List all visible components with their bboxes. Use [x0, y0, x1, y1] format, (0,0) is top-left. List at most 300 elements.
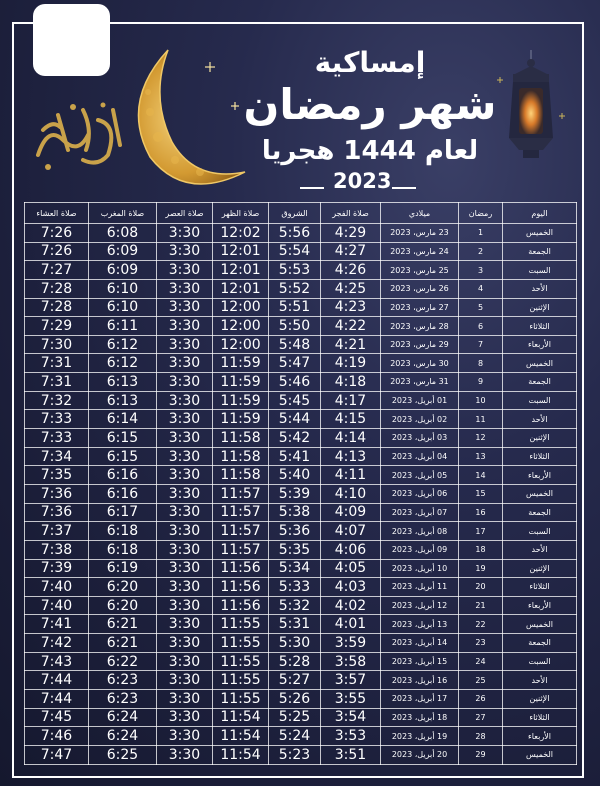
- column-header: اليوم: [503, 203, 577, 224]
- gregorian-date: 15 أبريل، 2023: [381, 652, 459, 671]
- sunrise-time: 5:46: [269, 373, 321, 392]
- sunrise-time: 5:24: [269, 727, 321, 746]
- gregorian-year: [300, 171, 420, 195]
- table-row: [25, 559, 577, 578]
- dhuhr-time: 12:01: [213, 279, 269, 298]
- ramadan-day-number: 12: [459, 429, 503, 448]
- asr-time: 3:30: [157, 503, 213, 522]
- weekday: الأحد: [503, 671, 577, 690]
- gregorian-date: 26 مارس، 2023: [381, 279, 459, 298]
- gregorian-date: 04 أبريل، 2023: [381, 447, 459, 466]
- weekday: الخميس: [503, 354, 577, 373]
- ramadan-day-number: 9: [459, 373, 503, 392]
- sunrise-time: 5:47: [269, 354, 321, 373]
- dhuhr-time: 11:58: [213, 429, 269, 448]
- ramadan-day-number: 5: [459, 298, 503, 317]
- ramadan-day-number: 15: [459, 484, 503, 503]
- gregorian-date: 07 أبريل، 2023: [381, 503, 459, 522]
- weekday: الثلاثاء: [503, 708, 577, 727]
- weekday: السبت: [503, 391, 577, 410]
- asr-time: 3:30: [157, 745, 213, 764]
- asr-time: 3:30: [157, 596, 213, 615]
- dhuhr-time: 11:54: [213, 745, 269, 764]
- prayer-times-table: [24, 202, 577, 765]
- sunrise-time: 5:40: [269, 466, 321, 485]
- sunrise-time: 5:25: [269, 708, 321, 727]
- column-header: صلاة العشاء: [25, 203, 89, 224]
- sunrise-time: 5:53: [269, 261, 321, 280]
- fajr-time: 4:22: [321, 317, 381, 336]
- isha-time: 7:44: [25, 671, 89, 690]
- gregorian-date: 06 أبريل، 2023: [381, 484, 459, 503]
- fajr-time: 3:58: [321, 652, 381, 671]
- ramadan-day-number: 24: [459, 652, 503, 671]
- column-header: صلاة المغرب: [89, 203, 157, 224]
- dhuhr-time: 11:56: [213, 596, 269, 615]
- isha-time: 7:44: [25, 690, 89, 709]
- weekday: الإثنين: [503, 559, 577, 578]
- gregorian-date: 28 مارس، 2023: [381, 317, 459, 336]
- gregorian-date: 13 أبريل، 2023: [381, 615, 459, 634]
- isha-time: 7:37: [25, 522, 89, 541]
- ramadan-day-number: 23: [459, 634, 503, 653]
- fajr-time: 4:03: [321, 578, 381, 597]
- sunrise-time: 5:32: [269, 596, 321, 615]
- table-row: [25, 447, 577, 466]
- maghrib-time: 6:19: [89, 559, 157, 578]
- isha-time: 7:33: [25, 410, 89, 429]
- weekday: الإثنين: [503, 429, 577, 448]
- dhuhr-time: 11:55: [213, 652, 269, 671]
- title-ramadan-month: شهر رمضان: [243, 80, 497, 129]
- weekday: الجمعة: [503, 503, 577, 522]
- table-row: [25, 745, 577, 764]
- maghrib-time: 6:18: [89, 540, 157, 559]
- sunrise-time: 5:52: [269, 279, 321, 298]
- fajr-time: 4:26: [321, 261, 381, 280]
- weekday: الثلاثاء: [503, 578, 577, 597]
- ramadan-day-number: 20: [459, 578, 503, 597]
- sunrise-time: 5:26: [269, 690, 321, 709]
- ramadan-day-number: 7: [459, 335, 503, 354]
- ramadan-day-number: 17: [459, 522, 503, 541]
- gregorian-date: 20 أبريل، 2023: [381, 745, 459, 764]
- gregorian-date: 11 أبريل، 2023: [381, 578, 459, 597]
- maghrib-time: 6:16: [89, 466, 157, 485]
- weekday: الخميس: [503, 484, 577, 503]
- table-row: [25, 242, 577, 261]
- maghrib-time: 6:20: [89, 596, 157, 615]
- isha-time: 7:43: [25, 652, 89, 671]
- maghrib-time: 6:17: [89, 503, 157, 522]
- asr-time: 3:30: [157, 466, 213, 485]
- fajr-time: 4:27: [321, 242, 381, 261]
- isha-time: 7:40: [25, 596, 89, 615]
- gregorian-date: 17 أبريل، 2023: [381, 690, 459, 709]
- isha-time: 7:35: [25, 466, 89, 485]
- fajr-time: 4:10: [321, 484, 381, 503]
- asr-time: 3:30: [157, 335, 213, 354]
- isha-time: 7:26: [25, 242, 89, 261]
- title-imsakiya: إمساكية: [314, 46, 426, 79]
- weekday: الإثنين: [503, 298, 577, 317]
- maghrib-time: 6:16: [89, 484, 157, 503]
- table-row: [25, 224, 577, 243]
- weekday: الأربعاء: [503, 596, 577, 615]
- sunrise-time: 5:36: [269, 522, 321, 541]
- table-row: [25, 503, 577, 522]
- maghrib-time: 6:25: [89, 745, 157, 764]
- column-header: صلاة الظهر: [213, 203, 269, 224]
- dhuhr-time: 11:56: [213, 578, 269, 597]
- weekday: الثلاثاء: [503, 447, 577, 466]
- fajr-time: 4:01: [321, 615, 381, 634]
- gregorian-date: 16 أبريل، 2023: [381, 671, 459, 690]
- fajr-time: 4:05: [321, 559, 381, 578]
- sunrise-time: 5:28: [269, 652, 321, 671]
- table-row: [25, 298, 577, 317]
- dhuhr-time: 12:00: [213, 335, 269, 354]
- fajr-time: 4:23: [321, 298, 381, 317]
- column-header: صلاة العصر: [157, 203, 213, 224]
- ramadan-day-number: 18: [459, 540, 503, 559]
- isha-time: 7:33: [25, 429, 89, 448]
- dhuhr-time: 11:59: [213, 410, 269, 429]
- maghrib-time: 6:09: [89, 261, 157, 280]
- asr-time: 3:30: [157, 410, 213, 429]
- gregorian-date: 29 مارس، 2023: [381, 335, 459, 354]
- table-row: [25, 540, 577, 559]
- table-row: [25, 391, 577, 410]
- asr-time: 3:30: [157, 429, 213, 448]
- fajr-time: 4:13: [321, 447, 381, 466]
- maghrib-time: 6:20: [89, 578, 157, 597]
- fajr-time: 4:15: [321, 410, 381, 429]
- isha-time: 7:32: [25, 391, 89, 410]
- table-row: [25, 335, 577, 354]
- gregorian-date: 25 مارس، 2023: [381, 261, 459, 280]
- column-header: رمضان: [459, 203, 503, 224]
- table-row: [25, 317, 577, 336]
- weekday: السبت: [503, 652, 577, 671]
- sunrise-time: 5:23: [269, 745, 321, 764]
- table-row: [25, 466, 577, 485]
- maghrib-time: 6:24: [89, 727, 157, 746]
- gregorian-date: 14 أبريل، 2023: [381, 634, 459, 653]
- weekday: الخميس: [503, 224, 577, 243]
- dhuhr-time: 12:00: [213, 298, 269, 317]
- fajr-time: 3:53: [321, 727, 381, 746]
- dhuhr-time: 12:02: [213, 224, 269, 243]
- dhuhr-time: 12:01: [213, 242, 269, 261]
- fajr-time: 3:55: [321, 690, 381, 709]
- dhuhr-time: 11:57: [213, 484, 269, 503]
- sunrise-time: 5:27: [269, 671, 321, 690]
- table-row: [25, 615, 577, 634]
- year-line-left: [300, 187, 324, 189]
- dhuhr-time: 11:59: [213, 391, 269, 410]
- ramadan-day-number: 14: [459, 466, 503, 485]
- table-row: [25, 522, 577, 541]
- asr-time: 3:30: [157, 224, 213, 243]
- dhuhr-time: 11:54: [213, 727, 269, 746]
- table-row: [25, 373, 577, 392]
- fajr-time: 3:51: [321, 745, 381, 764]
- gregorian-date: 23 مارس، 2023: [381, 224, 459, 243]
- dhuhr-time: 11:57: [213, 503, 269, 522]
- table-row: [25, 261, 577, 280]
- gregorian-date: 19 أبريل، 2023: [381, 727, 459, 746]
- table-body: [25, 224, 577, 765]
- isha-time: 7:31: [25, 354, 89, 373]
- weekday: الثلاثاء: [503, 317, 577, 336]
- dhuhr-time: 12:00: [213, 317, 269, 336]
- dhuhr-time: 11:56: [213, 559, 269, 578]
- ramadan-day-number: 21: [459, 596, 503, 615]
- ramadan-day-number: 13: [459, 447, 503, 466]
- table-row: [25, 279, 577, 298]
- ramadan-day-number: 11: [459, 410, 503, 429]
- weekday: السبت: [503, 522, 577, 541]
- asr-time: 3:30: [157, 317, 213, 336]
- isha-time: 7:41: [25, 615, 89, 634]
- fajr-time: 3:54: [321, 708, 381, 727]
- sunrise-time: 5:38: [269, 503, 321, 522]
- isha-time: 7:36: [25, 484, 89, 503]
- maghrib-time: 6:14: [89, 410, 157, 429]
- sunrise-time: 5:56: [269, 224, 321, 243]
- asr-time: 3:30: [157, 261, 213, 280]
- asr-time: 3:30: [157, 447, 213, 466]
- table-row: [25, 484, 577, 503]
- table-row: [25, 410, 577, 429]
- column-header: الشروق: [269, 203, 321, 224]
- fajr-time: 4:18: [321, 373, 381, 392]
- isha-time: 7:42: [25, 634, 89, 653]
- ramadan-day-number: 28: [459, 727, 503, 746]
- fajr-time: 4:07: [321, 522, 381, 541]
- isha-time: 7:34: [25, 447, 89, 466]
- weekday: الإثنين: [503, 690, 577, 709]
- fajr-time: 4:06: [321, 540, 381, 559]
- gregorian-date: 05 أبريل، 2023: [381, 466, 459, 485]
- ramadan-day-number: 1: [459, 224, 503, 243]
- weekday: الأحد: [503, 279, 577, 298]
- maghrib-time: 6:21: [89, 615, 157, 634]
- table-row: [25, 634, 577, 653]
- gregorian-date: 27 مارس، 2023: [381, 298, 459, 317]
- dhuhr-time: 11:55: [213, 671, 269, 690]
- dhuhr-time: 11:54: [213, 708, 269, 727]
- sunrise-time: 5:51: [269, 298, 321, 317]
- sunrise-time: 5:42: [269, 429, 321, 448]
- maghrib-time: 6:13: [89, 391, 157, 410]
- weekday: الخميس: [503, 745, 577, 764]
- table-row: [25, 727, 577, 746]
- fajr-time: 3:57: [321, 671, 381, 690]
- maghrib-time: 6:15: [89, 447, 157, 466]
- maghrib-time: 6:12: [89, 335, 157, 354]
- isha-time: 7:38: [25, 540, 89, 559]
- ramadan-day-number: 4: [459, 279, 503, 298]
- asr-time: 3:30: [157, 652, 213, 671]
- ramadan-day-number: 19: [459, 559, 503, 578]
- maghrib-time: 6:09: [89, 242, 157, 261]
- isha-time: 7:45: [25, 708, 89, 727]
- weekday: الأربعاء: [503, 335, 577, 354]
- maghrib-time: 6:23: [89, 671, 157, 690]
- maghrib-time: 6:22: [89, 652, 157, 671]
- ramadan-day-number: 27: [459, 708, 503, 727]
- fajr-time: 4:21: [321, 335, 381, 354]
- weekday: الخميس: [503, 615, 577, 634]
- ramadan-day-number: 29: [459, 745, 503, 764]
- maghrib-time: 6:18: [89, 522, 157, 541]
- title-hijri-year: لعام 1444 هجريا: [261, 136, 479, 166]
- isha-time: 7:30: [25, 335, 89, 354]
- ramadan-day-number: 3: [459, 261, 503, 280]
- ramadan-day-number: 10: [459, 391, 503, 410]
- maghrib-time: 6:08: [89, 224, 157, 243]
- ramadan-day-number: 8: [459, 354, 503, 373]
- isha-time: 7:29: [25, 317, 89, 336]
- asr-time: 3:30: [157, 615, 213, 634]
- table-row: [25, 708, 577, 727]
- gregorian-date: 10 أبريل، 2023: [381, 559, 459, 578]
- weekday: الأربعاء: [503, 727, 577, 746]
- isha-time: 7:46: [25, 727, 89, 746]
- maghrib-time: 6:13: [89, 373, 157, 392]
- maghrib-time: 6:10: [89, 298, 157, 317]
- asr-time: 3:30: [157, 727, 213, 746]
- asr-time: 3:30: [157, 391, 213, 410]
- fajr-time: 4:19: [321, 354, 381, 373]
- ramadan-day-number: 26: [459, 690, 503, 709]
- isha-time: 7:31: [25, 373, 89, 392]
- table-row: [25, 578, 577, 597]
- gregorian-date: 09 أبريل، 2023: [381, 540, 459, 559]
- fajr-time: 4:29: [321, 224, 381, 243]
- dhuhr-time: 11:55: [213, 634, 269, 653]
- sunrise-time: 5:50: [269, 317, 321, 336]
- isha-time: 7:28: [25, 298, 89, 317]
- weekday: الأحد: [503, 540, 577, 559]
- asr-time: 3:30: [157, 522, 213, 541]
- sunrise-time: 5:44: [269, 410, 321, 429]
- dhuhr-time: 11:59: [213, 373, 269, 392]
- table-row: [25, 354, 577, 373]
- ramadan-day-number: 6: [459, 317, 503, 336]
- asr-time: 3:30: [157, 484, 213, 503]
- weekday: الجمعة: [503, 242, 577, 261]
- gregorian-date: 24 مارس، 2023: [381, 242, 459, 261]
- sunrise-time: 5:30: [269, 634, 321, 653]
- gregorian-date: 12 أبريل، 2023: [381, 596, 459, 615]
- ramadan-day-number: 22: [459, 615, 503, 634]
- ramadan-day-number: 16: [459, 503, 503, 522]
- weekday: الجمعة: [503, 634, 577, 653]
- table-row: [25, 690, 577, 709]
- table-row: [25, 671, 577, 690]
- maghrib-time: 6:24: [89, 708, 157, 727]
- fajr-time: 4:09: [321, 503, 381, 522]
- isha-time: 7:27: [25, 261, 89, 280]
- gregorian-date: 03 أبريل، 2023: [381, 429, 459, 448]
- table-row: [25, 596, 577, 615]
- fajr-time: 4:02: [321, 596, 381, 615]
- sunrise-time: 5:39: [269, 484, 321, 503]
- isha-time: 7:39: [25, 559, 89, 578]
- dhuhr-time: 11:57: [213, 540, 269, 559]
- ramadan-kareem-calligraphy: [28, 95, 132, 175]
- year-line-right: [392, 187, 416, 189]
- isha-time: 7:26: [25, 224, 89, 243]
- gregorian-date: 08 أبريل، 2023: [381, 522, 459, 541]
- weekday: الأحد: [503, 410, 577, 429]
- maghrib-time: 6:12: [89, 354, 157, 373]
- fajr-time: 4:14: [321, 429, 381, 448]
- asr-time: 3:30: [157, 708, 213, 727]
- weekday: الأربعاء: [503, 466, 577, 485]
- asr-time: 3:30: [157, 671, 213, 690]
- ramadan-day-number: 2: [459, 242, 503, 261]
- fajr-time: 4:11: [321, 466, 381, 485]
- maghrib-time: 6:15: [89, 429, 157, 448]
- ramadan-day-number: 25: [459, 671, 503, 690]
- dhuhr-time: 11:55: [213, 615, 269, 634]
- column-header: ميلادي: [381, 203, 459, 224]
- asr-time: 3:30: [157, 373, 213, 392]
- dhuhr-time: 11:58: [213, 466, 269, 485]
- fajr-time: 3:59: [321, 634, 381, 653]
- fajr-time: 4:17: [321, 391, 381, 410]
- asr-time: 3:30: [157, 559, 213, 578]
- fajr-time: 4:25: [321, 279, 381, 298]
- sunrise-time: 5:45: [269, 391, 321, 410]
- asr-time: 3:30: [157, 578, 213, 597]
- maghrib-time: 6:10: [89, 279, 157, 298]
- isha-time: 7:40: [25, 578, 89, 597]
- column-header: صلاة الفجر: [321, 203, 381, 224]
- gregorian-date: 01 أبريل، 2023: [381, 391, 459, 410]
- isha-time: 7:28: [25, 279, 89, 298]
- dhuhr-time: 11:58: [213, 447, 269, 466]
- table-header-row: [25, 203, 577, 224]
- table-row: [25, 652, 577, 671]
- sunrise-time: 5:48: [269, 335, 321, 354]
- dhuhr-time: 11:57: [213, 522, 269, 541]
- dhuhr-time: 11:55: [213, 690, 269, 709]
- asr-time: 3:30: [157, 540, 213, 559]
- maghrib-time: 6:21: [89, 634, 157, 653]
- asr-time: 3:30: [157, 690, 213, 709]
- sunrise-time: 5:34: [269, 559, 321, 578]
- gregorian-date: 18 أبريل، 2023: [381, 708, 459, 727]
- isha-time: 7:36: [25, 503, 89, 522]
- dhuhr-time: 11:59: [213, 354, 269, 373]
- year-text: 2023: [333, 169, 392, 193]
- gregorian-date: 02 أبريل، 2023: [381, 410, 459, 429]
- table-row: [25, 429, 577, 448]
- asr-time: 3:30: [157, 298, 213, 317]
- maghrib-time: 6:11: [89, 317, 157, 336]
- asr-time: 3:30: [157, 279, 213, 298]
- weekday: السبت: [503, 261, 577, 280]
- sunrise-time: 5:35: [269, 540, 321, 559]
- maghrib-time: 6:23: [89, 690, 157, 709]
- asr-time: 3:30: [157, 634, 213, 653]
- asr-time: 3:30: [157, 242, 213, 261]
